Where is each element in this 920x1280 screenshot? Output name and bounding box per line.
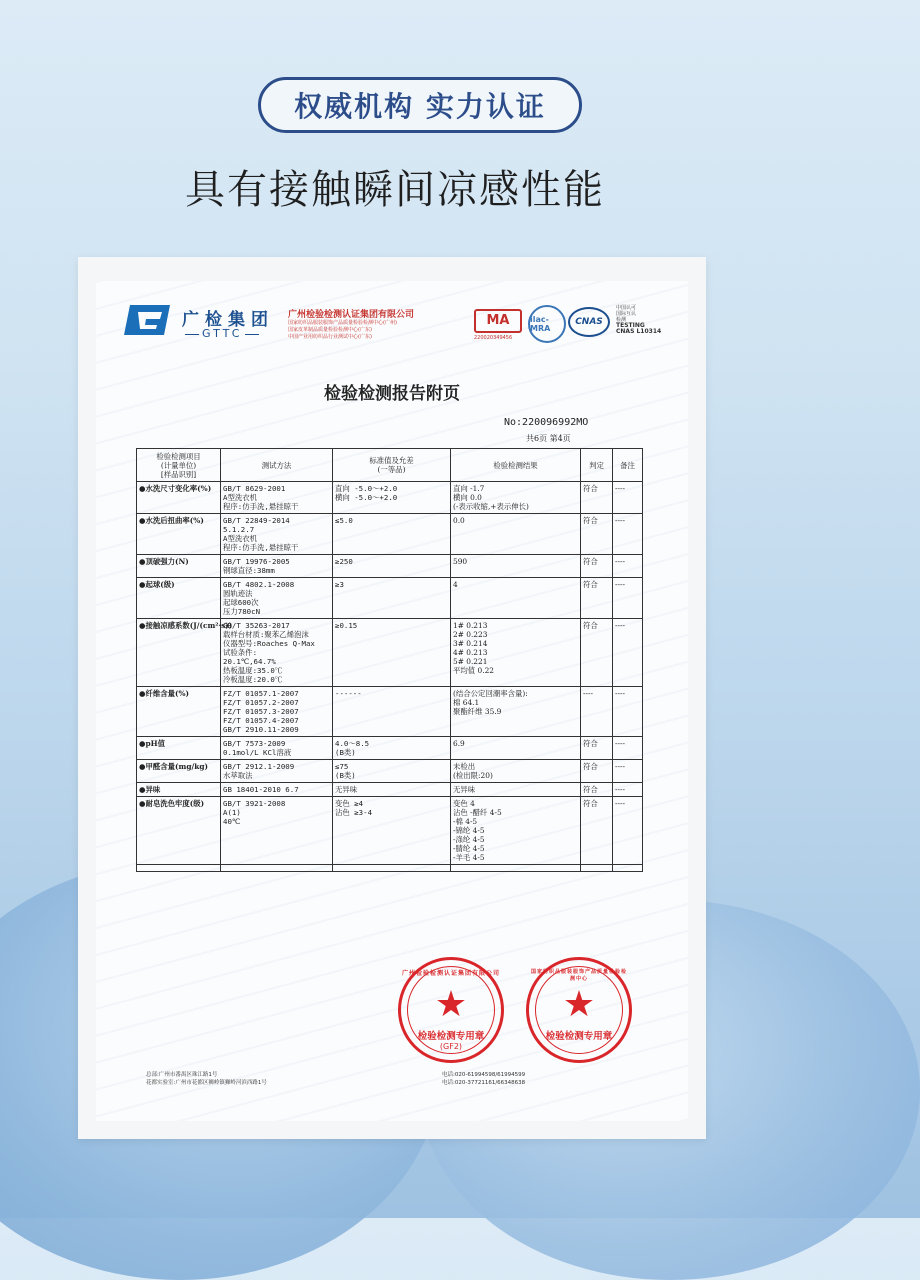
- table-row: [137, 482, 643, 514]
- standard-value-cell: ≥0.15: [333, 619, 451, 687]
- judgement-cell: 符合: [581, 619, 613, 687]
- org-sub-2: 国家皮革制品质量检验检测中心(广东): [288, 327, 372, 333]
- test-method-cell: GB/T 3921-2008 A(1) 40℃: [221, 797, 333, 865]
- stamp-code: (GF2): [439, 1042, 463, 1051]
- org-sub-3: 中国产业用纺织品行业测试中心(广东): [288, 334, 372, 340]
- stamp-ring-text: 广州检验检测认证集团有限公司: [401, 970, 500, 977]
- standard-value-cell: 4.0～8.5 (B类): [333, 737, 451, 760]
- footer-line: 总部:广州市番禺区珠江路1号: [146, 1072, 218, 1078]
- table-row: [137, 687, 643, 737]
- table-row: [137, 783, 643, 797]
- test-result-cell: 590: [451, 555, 581, 578]
- test-result-cell: 1# 0.213 2# 0.223 3# 0.214 4# 0.213 5# 0.221 平均值 0.22: [451, 619, 581, 687]
- report-title: 检验检测报告附页: [324, 384, 460, 404]
- test-result-cell: 0.0: [451, 514, 581, 555]
- remark-cell: ----: [613, 555, 643, 578]
- remark-cell: ----: [613, 783, 643, 797]
- remark-cell: ----: [613, 687, 643, 737]
- test-item-cell: ●耐皂洗色牢度(级): [137, 797, 221, 865]
- footer-line: 电话:020-61994598/61994599: [442, 1072, 526, 1078]
- remark-cell: ----: [613, 737, 643, 760]
- testing-line: TESTING: [616, 322, 645, 329]
- judgement-cell: 符合: [581, 482, 613, 514]
- page-count: 共6页 第4页: [526, 434, 571, 443]
- test-method-cell: GB/T 7573-2009 0.1mol/L KCl溶液: [221, 737, 333, 760]
- empty-cell: [221, 865, 333, 872]
- standard-value-cell: 变色 ≥4 沾色 ≥3-4: [333, 797, 451, 865]
- test-method-cell: GB/T 22849-2014 5.1.2.7 A型洗衣机 程序:仿手洗,悬挂晾干: [221, 514, 333, 555]
- test-item-cell: ●纤维含量(%): [137, 687, 221, 737]
- official-stamp-2: [526, 957, 632, 1063]
- test-item-cell: ●水洗尺寸变化率(%): [137, 482, 221, 514]
- test-result-cell: 无异味: [451, 783, 581, 797]
- judgement-cell: 符合: [581, 760, 613, 783]
- results-table: [136, 448, 643, 872]
- gttc-logo-icon: [124, 303, 172, 337]
- official-stamp-1: [398, 957, 504, 1063]
- standard-value-cell: 无异味: [333, 783, 451, 797]
- remark-cell: ----: [613, 482, 643, 514]
- test-item-cell: ●起球(级): [137, 578, 221, 619]
- cma-mark: MA: [474, 309, 522, 333]
- footer-line: 电话:020-37721161/66348638: [442, 1080, 526, 1086]
- testing-line: 检测: [616, 317, 627, 323]
- column-header: 检验检测结果: [451, 449, 581, 482]
- star-icon: ★: [434, 984, 468, 1025]
- judgement-cell: 符合: [581, 737, 613, 760]
- test-result-cell: (结合公定回潮率含量): 棉 64.1 聚酯纤维 35.9: [451, 687, 581, 737]
- table-row: [137, 797, 643, 865]
- test-method-cell: FZ/T 01057.1-2007 FZ/T 01057.2-2007 FZ/T 01057.3-2007 FZ/T 01057.4-2007 GB/T 2910.11-2009: [221, 687, 333, 737]
- table-row: [137, 737, 643, 760]
- remark-cell: ----: [613, 760, 643, 783]
- empty-cell: [333, 865, 451, 872]
- remark-cell: ----: [613, 797, 643, 865]
- test-method-cell: GB/T 8629-2001 A型洗衣机 程序:仿手洗,悬挂晾干: [221, 482, 333, 514]
- judgement-cell: 符合: [581, 578, 613, 619]
- testing-line: 国际互认: [616, 311, 637, 317]
- judgement-cell: 符合: [581, 514, 613, 555]
- test-method-cell: GB/T 4802.1-2008 圆轨迹法 起球600次 压力780cN: [221, 578, 333, 619]
- logo-en-text: GTTC: [182, 327, 262, 340]
- remark-cell: ----: [613, 619, 643, 687]
- stamp-bottom-text: 检验检测专用章: [417, 1031, 485, 1042]
- org-sub-1: 国家纺织品服装服饰产品质量检验检测中心(广州): [288, 320, 397, 326]
- footer-address: [146, 1071, 267, 1087]
- empty-cell: [613, 865, 643, 872]
- table-row: [137, 578, 643, 619]
- cma-number: 220020349456: [474, 335, 513, 341]
- empty-cell: [581, 865, 613, 872]
- test-result-cell: 未检出 (检出限:20): [451, 760, 581, 783]
- stamp-ring-text: 国家纺织品服装服饰产品质量检验检测中心: [530, 969, 627, 982]
- org-info: [288, 307, 414, 341]
- table-row: [137, 865, 643, 872]
- standard-value-cell: ≥3: [333, 578, 451, 619]
- remark-cell: ----: [613, 578, 643, 619]
- table-row: [137, 760, 643, 783]
- table-row: [137, 514, 643, 555]
- remark-cell: ----: [613, 514, 643, 555]
- test-result-cell: 变色 4 沾色 -醋纤 4-5 -棉 4-5 -锦纶 4-5 -涤纶 4-5 -腈纶 4-5 -羊毛 4-5: [451, 797, 581, 865]
- test-item-cell: ●水洗后扭曲率(%): [137, 514, 221, 555]
- report-number: No:220096992MO: [504, 417, 589, 428]
- table-row: [137, 619, 643, 687]
- standard-value-cell: ------: [333, 687, 451, 737]
- standard-value-cell: ≤75 (B类): [333, 760, 451, 783]
- empty-cell: [451, 865, 581, 872]
- judgement-cell: 符合: [581, 555, 613, 578]
- table-header-row: [137, 449, 643, 482]
- test-result-cell: 6.9: [451, 737, 581, 760]
- headline: 具有接触瞬间凉感性能: [185, 167, 605, 213]
- judgement-cell: ----: [581, 687, 613, 737]
- authority-badge: 权威机构 实力认证: [258, 77, 582, 133]
- ilac-mra-mark: ilac-MRA: [528, 305, 566, 343]
- test-method-cell: GB/T 35263-2017 载样台材质:聚苯乙烯泡沫 仪器型号:Roaches Q-Max 试验条件: 20.1℃,64.7% 热板温度:35.0℃ 冷板温度:20.0℃: [221, 619, 333, 687]
- standard-value-cell: ≥250: [333, 555, 451, 578]
- column-header: 判定: [581, 449, 613, 482]
- cnas-mark: CNAS: [568, 307, 610, 337]
- test-result-cell: 4: [451, 578, 581, 619]
- column-header: 标准值及允差 (一等品): [333, 449, 451, 482]
- test-method-cell: GB 18401-2010 6.7: [221, 783, 333, 797]
- org-name: 广州检验检测认证集团有限公司: [288, 310, 415, 320]
- test-item-cell: ●pH值: [137, 737, 221, 760]
- judgement-cell: 符合: [581, 783, 613, 797]
- report-page: [96, 281, 688, 1121]
- test-item-cell: ●甲醛含量(mg/kg): [137, 760, 221, 783]
- logo-cn-text: 广检集团: [182, 310, 274, 330]
- test-method-cell: GB/T 19976-2005 钢球直径:38mm: [221, 555, 333, 578]
- star-icon: ★: [562, 984, 596, 1025]
- report-document: [78, 257, 706, 1139]
- test-method-cell: GB/T 2912.1-2009 水萃取法: [221, 760, 333, 783]
- column-header: 备注: [613, 449, 643, 482]
- column-header: 测试方法: [221, 449, 333, 482]
- testing-accreditation: [616, 305, 661, 335]
- standard-value-cell: 直向 -5.0～+2.0 横向 -5.0～+2.0: [333, 482, 451, 514]
- test-item-cell: ●异味: [137, 783, 221, 797]
- test-item-cell: ●顶破强力(N): [137, 555, 221, 578]
- footer-line: 花都实验室:广州市花都区狮岭镇狮岭河滨西路1号: [146, 1080, 267, 1086]
- standard-value-cell: ≤5.0: [333, 514, 451, 555]
- testing-line: 中国认可: [616, 305, 637, 311]
- testing-line: CNAS L10314: [616, 328, 662, 335]
- test-item-cell: ●接触凉感系数(J/(cm²·s)): [137, 619, 221, 687]
- column-header: 检验检测项目 (计量单位) [样品识别]: [137, 449, 221, 482]
- stamp-bottom-text: 检验检测专用章: [545, 1031, 613, 1042]
- test-result-cell: 直向 -1.7 横向 0.0 (-表示收缩,+表示伸长): [451, 482, 581, 514]
- judgement-cell: 符合: [581, 797, 613, 865]
- empty-cell: [137, 865, 221, 872]
- footer-phone: [442, 1071, 525, 1087]
- table-row: [137, 555, 643, 578]
